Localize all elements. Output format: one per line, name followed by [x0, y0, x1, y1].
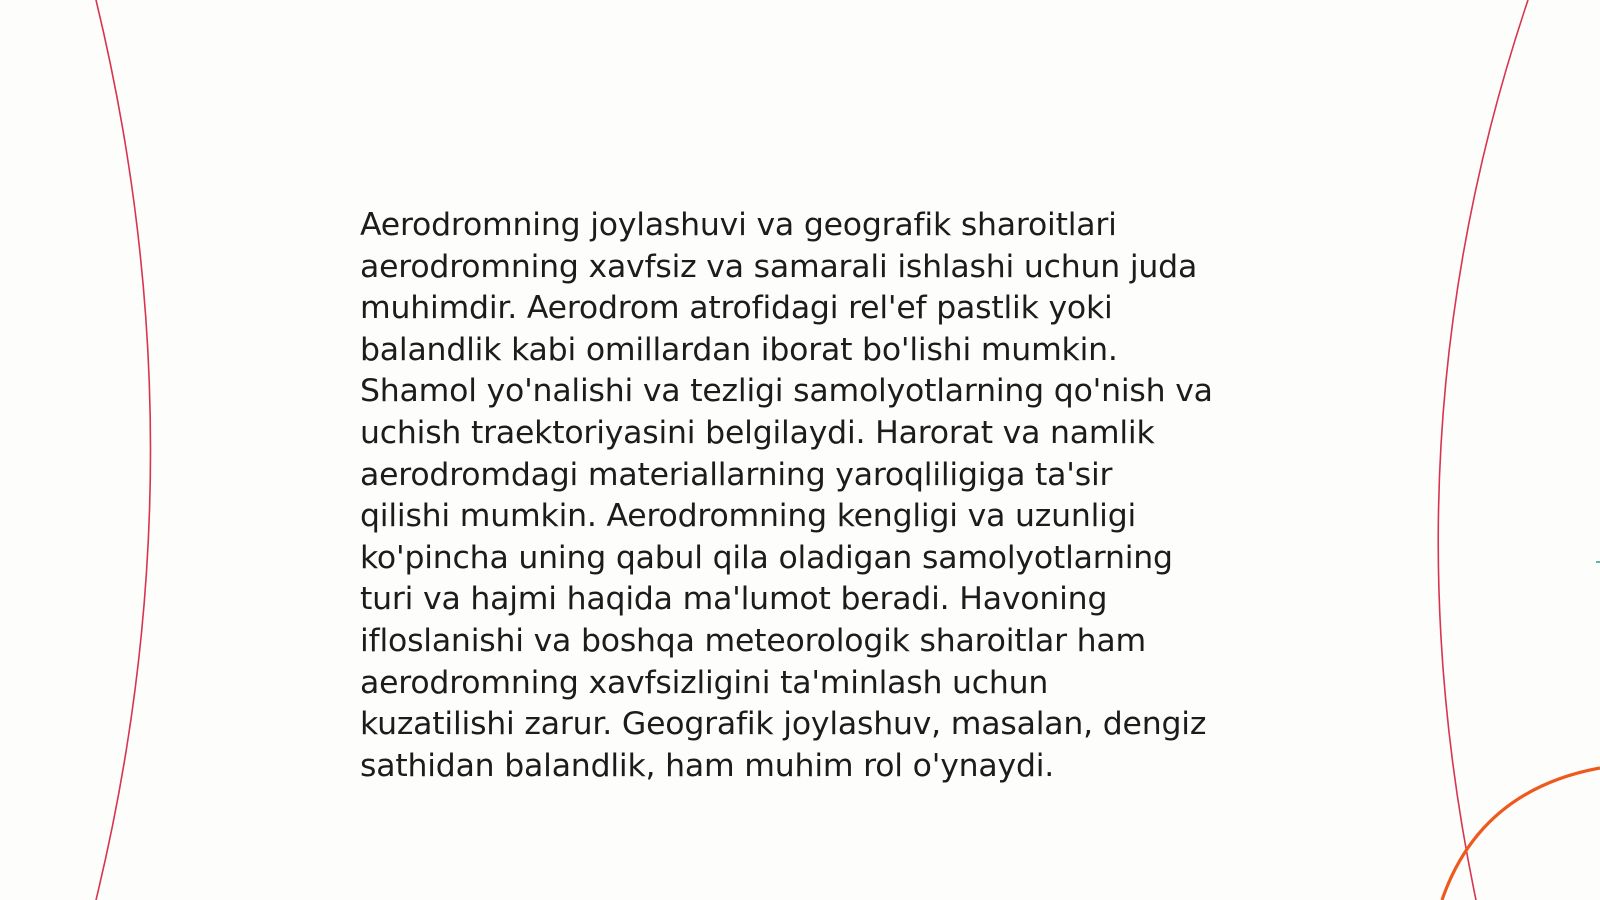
- right-curve-line: [1438, 0, 1528, 900]
- orange-arc: [1442, 768, 1600, 900]
- left-curve-line: [96, 0, 151, 900]
- body-paragraph: Aerodromning joylashuvi va geografik sharoitlari aerodromning xavfsiz va samarali ishlashi uchun juda muhimdir. Aerodrom atrofidagi rel'ef pastlik yoki balandlik kabi omillardan iborat bo'lishi mumkin. Shamol yo'nalishi va tezligi samolyotlarning qo'nish va uchish traektoriyasini belgilaydi. Harorat va namlik aerodromdagi materiallarning yaroqliligiga ta'sir qilishi mumkin. Aerodromning kengligi va uzunligi ko'pincha uning qabul qila oladigan samolyotlarning turi va hajmi haqida ma'lumot beradi. Havoning ifloslanishi va boshqa meteorologik sharoitlar ham aerodromning xavfsizligini ta'minlash uchun kuzatilishi zarur. Geografik joylashuv, masalan, dengiz sathidan balandlik, ham muhim rol o'ynaydi.: [360, 207, 1213, 784]
